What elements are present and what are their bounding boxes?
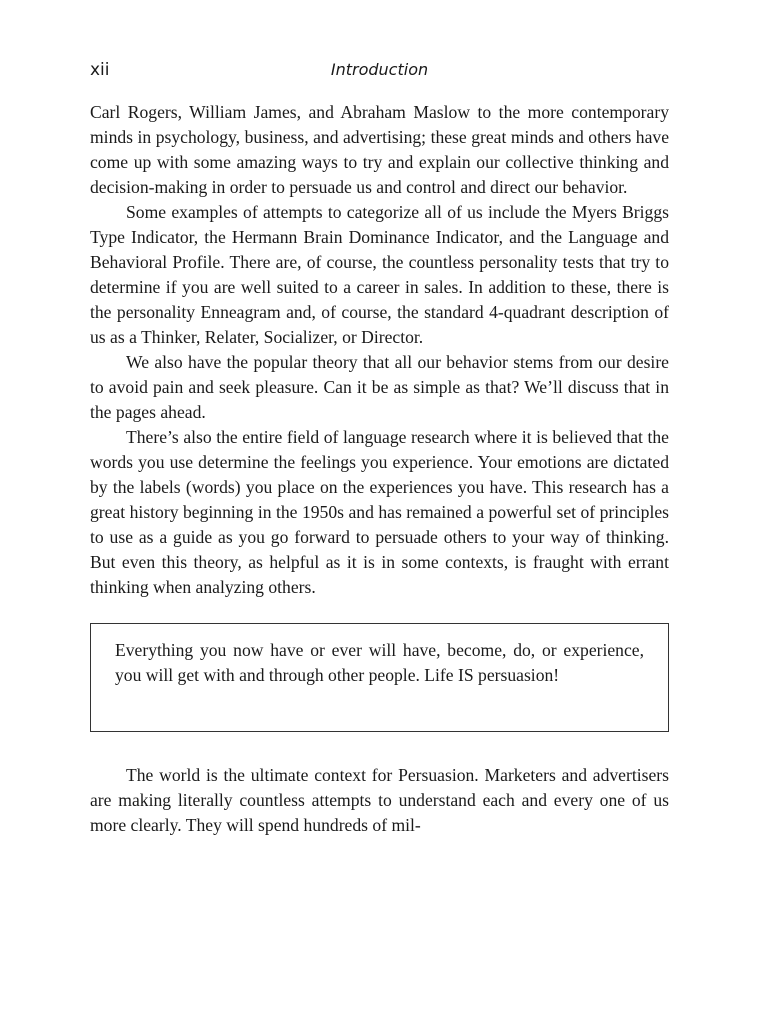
- paragraph-4: There’s also the entire field of language research where it is believed that the words you use determine the feelings you experience. Your emotions are dictated by the labels (words) you place on the experiences you have. This research has a great history beginning in the 1950s and has remained a powerful set of principles to use as a guide as you go forward to persuade others to your way of thinking. But even this theory, as helpful as it is in some contexts, is fraught with errant thinking when analyzing others.: [90, 427, 669, 597]
- paragraph-1: Carl Rogers, William James, and Abraham Maslow to the more contemporary minds in psychology, business, and advertising; these great minds and others have come up with some amazing ways to try and explain our collective thinking and decision-making in order to persuade us and control and direct our behavior.: [90, 102, 669, 197]
- running-header: [90, 56, 669, 86]
- book-page: [90, 56, 669, 838]
- continued-text: [90, 763, 669, 838]
- paragraph-2: Some examples of attempts to categorize all of us include the Myers Briggs Type Indicator, the Hermann Brain Dominance Indicator, and the Language and Behavioral Profile. There are, of course, the countless personality tests that try to determine if you are well suited to a career in sales. In addition to these, there is the personality Enneagram and, of course, the standard 4-quadrant description of us as a Thinker, Relater, Socializer, or Director.: [90, 202, 669, 347]
- paragraph-5: The world is the ultimate context for Persuasion. Marketers and advertisers are making literally countless attempts to understand each and every one of us more clearly. They will spend hundreds of mil-: [90, 765, 669, 835]
- body-text: [90, 100, 669, 600]
- callout-box: [90, 623, 669, 732]
- paragraph-3: We also have the popular theory that all our behavior stems from our desire to avoid pain and seek pleasure. Can it be as simple as that? We’ll discuss that in the pages ahead.: [90, 352, 669, 422]
- chapter-title: Introduction: [330, 60, 429, 79]
- callout-text: Everything you now have or ever will have, become, do, or experience, you will get with and through other people. Life IS persuasion!: [115, 640, 644, 685]
- page-number: xii: [90, 60, 110, 80]
